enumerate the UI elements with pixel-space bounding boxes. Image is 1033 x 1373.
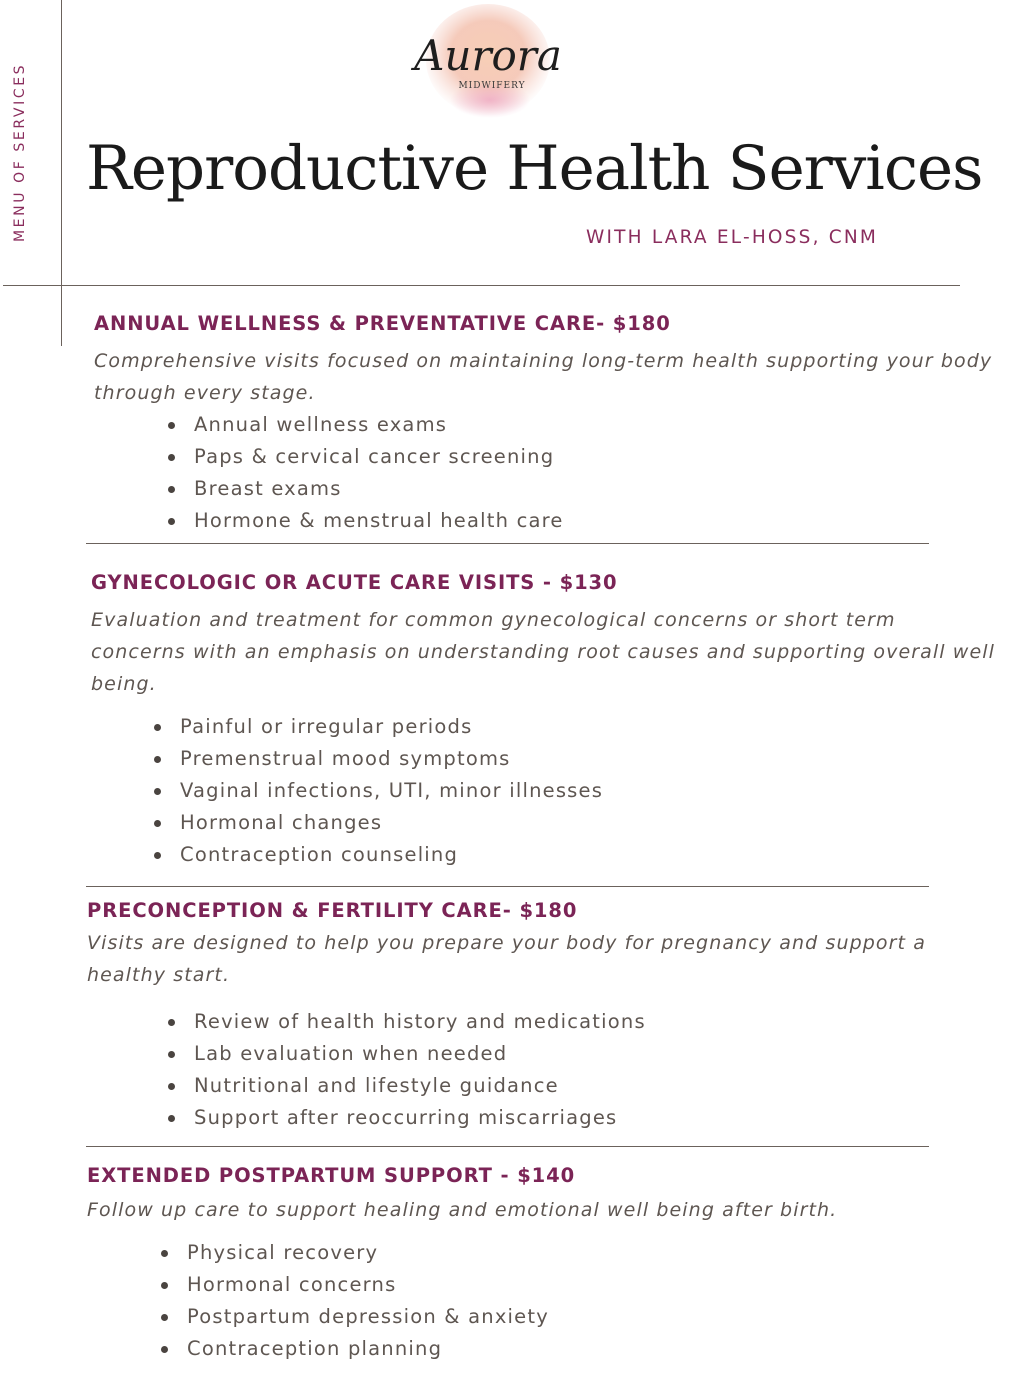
list-item: Paps & cervical cancer screening <box>168 441 564 473</box>
section-heading-preconception: PRECONCEPTION & FERTILITY CARE- $180 <box>87 899 578 922</box>
section-heading-postpartum: EXTENDED POSTPARTUM SUPPORT - $140 <box>87 1164 576 1187</box>
section-description-postpartum: Follow up care to support healing and emotional well being after birth. <box>87 1199 838 1221</box>
page-title: Reproductive Health Services <box>86 133 983 204</box>
list-item: Hormonal concerns <box>161 1269 549 1301</box>
logo-wordmark: Aurora <box>414 31 562 80</box>
vertical-rule <box>61 0 62 346</box>
list-item: Nutritional and lifestyle guidance <box>168 1070 646 1102</box>
section-divider <box>86 1146 929 1147</box>
section-divider <box>86 886 929 887</box>
list-item: Annual wellness exams <box>168 409 564 441</box>
list-item: Postpartum depression & anxiety <box>161 1301 549 1333</box>
list-item: Contraception planning <box>161 1333 549 1365</box>
list-item: Physical recovery <box>161 1237 549 1269</box>
list-item: Review of health history and medications <box>168 1006 646 1038</box>
list-item: Breast exams <box>168 473 564 505</box>
section-description-gynecologic: Evaluation and treatment for common gynecological concerns or short term concerns with an emphasis on understanding root causes and supporting overall well being. <box>91 609 995 695</box>
list-item: Hormonal changes <box>154 807 603 839</box>
section-list-annual-wellness <box>168 409 564 537</box>
section-heading-annual-wellness: ANNUAL WELLNESS & PREVENTATIVE CARE- $180 <box>94 312 671 335</box>
aurora-logo <box>408 2 568 122</box>
list-item: Contraception counseling <box>154 839 603 871</box>
section-list-gynecologic <box>154 711 603 871</box>
section-list-preconception <box>168 1006 646 1134</box>
side-label: MENU OF SERVICES <box>12 62 28 242</box>
header-rule <box>3 285 960 286</box>
section-description-preconception: Visits are designed to help you prepare your body for pregnancy and support a healthy start. <box>87 932 926 986</box>
list-item: Painful or irregular periods <box>154 711 603 743</box>
section-heading-gynecologic: GYNECOLOGIC OR ACUTE CARE VISITS - $130 <box>91 571 618 594</box>
section-list-postpartum <box>161 1237 549 1365</box>
section-divider <box>86 543 929 544</box>
list-item: Premenstrual mood symptoms <box>154 743 603 775</box>
list-item: Hormone & menstrual health care <box>168 505 564 537</box>
list-item: Vaginal infections, UTI, minor illnesses <box>154 775 603 807</box>
list-item: Support after reoccurring miscarriages <box>168 1102 646 1134</box>
list-item: Lab evaluation when needed <box>168 1038 646 1070</box>
section-description-annual-wellness: Comprehensive visits focused on maintaining long-term health supporting your body through every stage. <box>94 350 993 404</box>
logo-tagline: MIDWIFERY <box>458 81 526 91</box>
page-subtitle: WITH LARA EL-HOSS, CNM <box>586 227 879 248</box>
